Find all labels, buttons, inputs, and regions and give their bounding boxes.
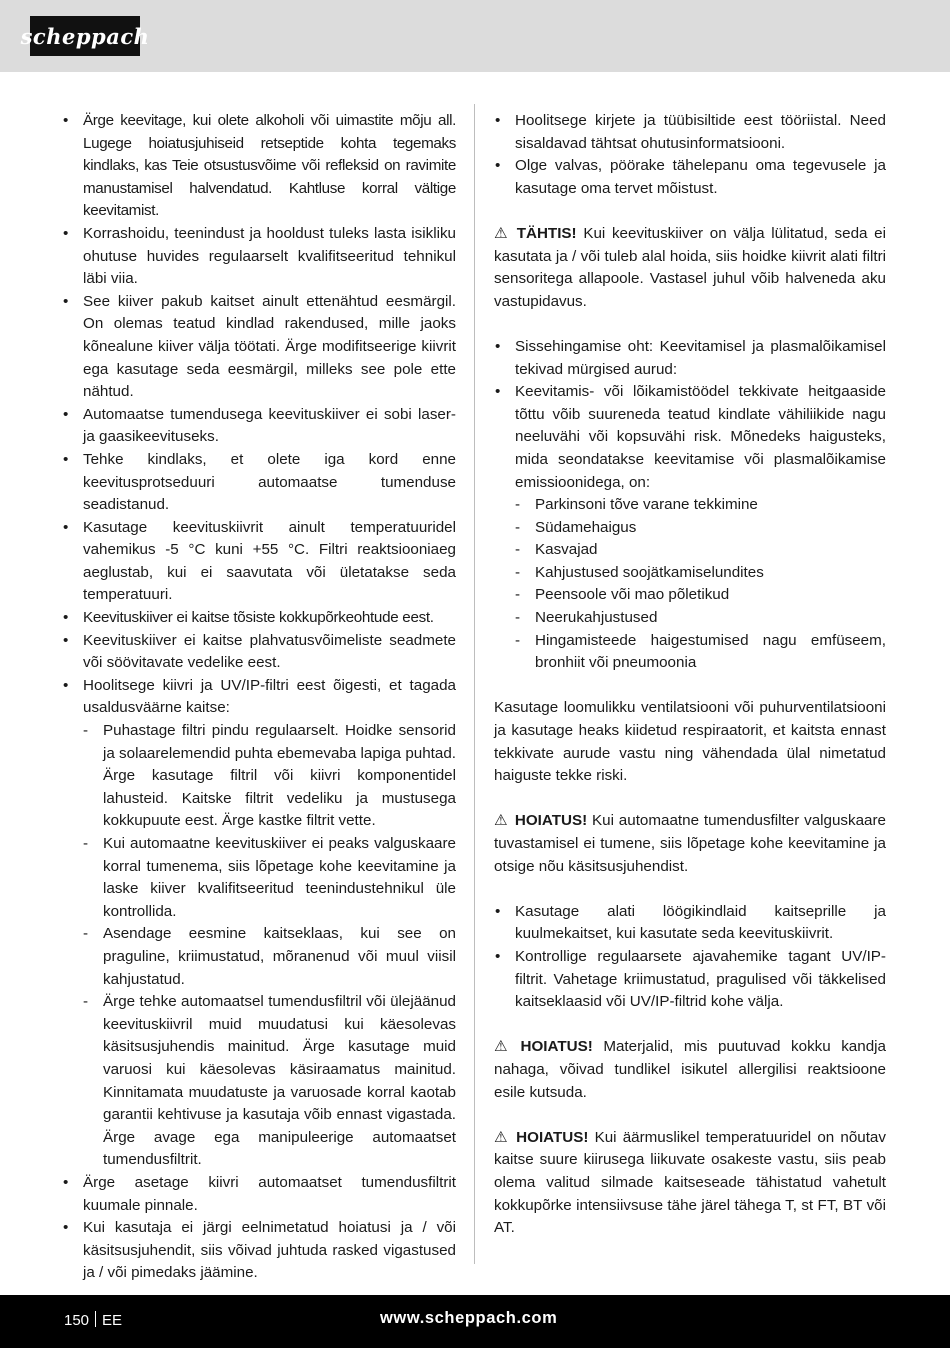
list-item: • Kontrollige regulaarsete ajavahemike tagant UV/IP-filtrit. Vahetage kriimustatud, pragulised või täkkelised kaitseklaasid või UV/IP-filtrid kohe välja. bbox=[494, 946, 886, 1014]
list-item: • Ärge asetage kiivri automaatset tumendusfiltrit kuumale pinnale. bbox=[62, 1172, 456, 1217]
list-item: • See kiiver pakub kaitset ainult ettenähtud eesmärgil. On olemas teatud kindlad rakendused, mille jaoks kõnealune kiiver välja töötati. Ärge modifitseerige kiivrit ega kasutage seda eesmärgil, milleks see pole ette nähtud. bbox=[62, 291, 456, 404]
list-item: • Automaatse tumendusega keevituskiiver ei sobi laser- ja gaasikeevituseks. bbox=[62, 404, 456, 449]
warning-triangle-icon: ⚠ bbox=[494, 224, 508, 242]
warning-triangle-icon: ⚠ bbox=[494, 1128, 508, 1146]
list-item: • Keevituskiiver ei kaitse plahvatusvõimeliste seadmete või söövitavate vedelike eest. bbox=[62, 630, 456, 675]
important-label: TÄHTIS! bbox=[516, 224, 577, 242]
warning-triangle-icon: ⚠ bbox=[494, 1038, 508, 1056]
sub-list-item: - Parkinsoni tõve varane tekkimine bbox=[515, 494, 886, 517]
list-item: • Kasutage keevituskiivrit ainult temperatuuridel vahemikus -5 °C kuni +55 °C. Filtri reaktsiooniaeg aeglustab, kui ei saavutata või ületatakse seda temperatuuri. bbox=[62, 517, 456, 607]
right-column bbox=[494, 110, 886, 1240]
sub-list-item: - Kui automaatne keevituskiiver ei peaks valguskaare korral tumenema, siis lõpetage kohe keevitamine ja laske kiiver kvalifitseeritud teenindustehnikul üle kontrollida. bbox=[83, 833, 456, 923]
warning-note bbox=[494, 810, 886, 878]
list-item: • Korrashoidu, teenindust ja hooldust tuleks lasta isikliku ohutuse huvides regulaarselt kvalifitseeritud tehnikul läbi viia. bbox=[62, 223, 456, 291]
page-number: 150 bbox=[64, 1312, 90, 1329]
care-sublist bbox=[83, 720, 456, 1172]
list-item bbox=[494, 381, 886, 675]
important-note bbox=[494, 223, 886, 313]
sub-list-item: - Hingamisteede haigestumised nagu emfüseem, bronhiit või pneumoonia bbox=[515, 630, 886, 675]
sub-list-item: - Südamehaigus bbox=[515, 517, 886, 540]
sub-list-item: - Kasvajad bbox=[515, 539, 886, 562]
sub-list-item: - Kahjustused soojätkamiselundites bbox=[515, 562, 886, 585]
list-item: • Hoolitsege kirjete ja tüübisiltide eest tööriistal. Need sisaldavad tähtsat ohutusinformatsiooni. bbox=[494, 110, 886, 155]
safety-list-2 bbox=[494, 110, 886, 200]
sub-list-item: - Peensoole või mao põletikud bbox=[515, 584, 886, 607]
care-intro: Hoolitsege kiivri ja UV/IP-filtri eest õigesti, et tagada usaldusväärne kaitse: bbox=[83, 676, 456, 717]
separator bbox=[95, 1311, 96, 1327]
page-reference bbox=[64, 1311, 122, 1331]
warning-label: HOIATUS! bbox=[516, 1128, 589, 1146]
sub-list-item: - Puhastage filtri pindu regulaarselt. Hoidke sensorid ja solaarelemendid puhta ebemevaba lapiga puhtad. Ärge kasutage filtril või kiivri komponentidel lahusteid. Kaitske filtrit vedeliku ja mustusega kokkupuute eest. Ärge kastke filtrit vette. bbox=[83, 720, 456, 833]
inhalation-list bbox=[494, 336, 886, 675]
language-code: EE bbox=[102, 1312, 123, 1329]
warning-text: Kui äärmuslikel temperatuuridel on nõutav kaitse suure kiirusega liikuvate osakeste vastu, siis peab olema valitud silmade kaitseseade tähistatud vahetult kokkupõrke intensiivsuse tähe järel tähega T, st FT, BT või AT. bbox=[494, 1128, 886, 1237]
warning-triangle-icon: ⚠ bbox=[494, 812, 508, 830]
ventilation-paragraph: Kasutage loomulikku ventilatsiooni või puhurventilatsiooni ja kasutage heaks kiidetud respiraatorit, et kaitsta ennast tekkivate aurude vastu ning vähendada ülal nimetatud haiguste tekke riski. bbox=[494, 699, 886, 785]
warning-text: Materjalid, mis puutuvad kokku kandja nahaga, võivad tundlikel isikutel allergilisi reaktsioone esile kutsuda. bbox=[494, 1038, 886, 1101]
warning-note bbox=[494, 1036, 886, 1104]
list-item: • Ärge keevitage, kui olete alkoholi või uimastite mõju all. Lugege hoiatusjuhiseid retseptide kohta tegemaks kindlaks, kas Teie otsustusvõime või refleksid on ravimite manustamisel halvendatud. Kahtluse korral vältige keevitamist. bbox=[62, 110, 456, 223]
header-band bbox=[0, 0, 950, 72]
warning-label: HOIATUS! bbox=[514, 812, 588, 830]
emissions-text: Keevitamis- või lõikamistöödel tekkivate heitgaaside tõttu võib suureneda teatud kindlate vähiliikide nagu neeluvähi või kopsuvähi risk. Mõnedeks haigusteks, mida seondatakse keevitamise või plasmalõikamise emissioonidega, on: bbox=[515, 383, 886, 491]
list-item: • Tehke kindlaks, et olete iga kord enne keevitusprotseduuri automaatse tumenduse seadistanud. bbox=[62, 449, 456, 517]
important-text: Kui keevituskiiver on välja lülitatud, seda ei kasutata ja / või tuleb alal hoida, siis hoidke kiivrit alati filtri sensoritega allapoole. Vastasel juhul võib halveneda aku vastupidavus. bbox=[494, 224, 886, 310]
sub-list-item: - Asendage eesmine kaitseklaas, kui see on praguline, kriimustatud, mõranenud või muul viisil kahjustatud. bbox=[83, 923, 456, 991]
list-item: • Keevituskiiver ei kaitse tõsiste kokkupõrkeohtude eest. bbox=[62, 607, 456, 630]
warning-label: HOIATUS! bbox=[520, 1038, 593, 1056]
list-item: • Kasutage alati löögikindlaid kaitseprille ja kuulmekaitset, kui kasutate seda keevituskiivrit. bbox=[494, 901, 886, 946]
column-divider bbox=[474, 104, 475, 1264]
warning-text: Kui automaatne tumendusfilter valguskaare tuvastamisel ei tumene, siis lõpetage kohe keevitamine ja otsige nõu käsitsusjuhendist. bbox=[494, 812, 886, 875]
page-footer bbox=[0, 1295, 950, 1348]
diseases-list bbox=[515, 494, 886, 675]
list-item: • Kui kasutaja ei järgi eelnimetatud hoiatusi ja / või käsitsusjuhendit, siis võivad juhtuda rasked vigastused ja / või pimedaks jäämine. bbox=[62, 1217, 456, 1285]
brand-logo: scheppach bbox=[30, 16, 140, 56]
list-item: • Olge valvas, pöörake tähelepanu oma tegevusele ja kasutage oma tervet mõistust. bbox=[494, 155, 886, 200]
warning-note bbox=[494, 1127, 886, 1240]
sub-list-item: - Ärge tehke automaatsel tumendusfiltril või ülejäänud keevituskiivril muid muudatusi kui käesolevas käsitsusjuhendis mainitud. Ärge kasutage muid varuosi kui käesolevas käsiraamatus mainitud. Kinnitamata muudatuste ja varuosade korral kaotab garantii kehtivuse ja kasutaja võib ennast vigastada. Ärge avage ega manipuleerige automaatset tumendusfiltrit. bbox=[83, 991, 456, 1172]
list-item bbox=[62, 675, 456, 1172]
safety-list-1 bbox=[62, 110, 456, 1285]
left-column bbox=[62, 110, 456, 1285]
website-url[interactable]: www.scheppach.com bbox=[380, 1309, 558, 1327]
list-item: • Sissehingamise oht: Keevitamisel ja plasmalõikamisel tekivad mürgised aurud: bbox=[494, 336, 886, 381]
sub-list-item: - Neerukahjustused bbox=[515, 607, 886, 630]
safety-list-3 bbox=[494, 901, 886, 1014]
